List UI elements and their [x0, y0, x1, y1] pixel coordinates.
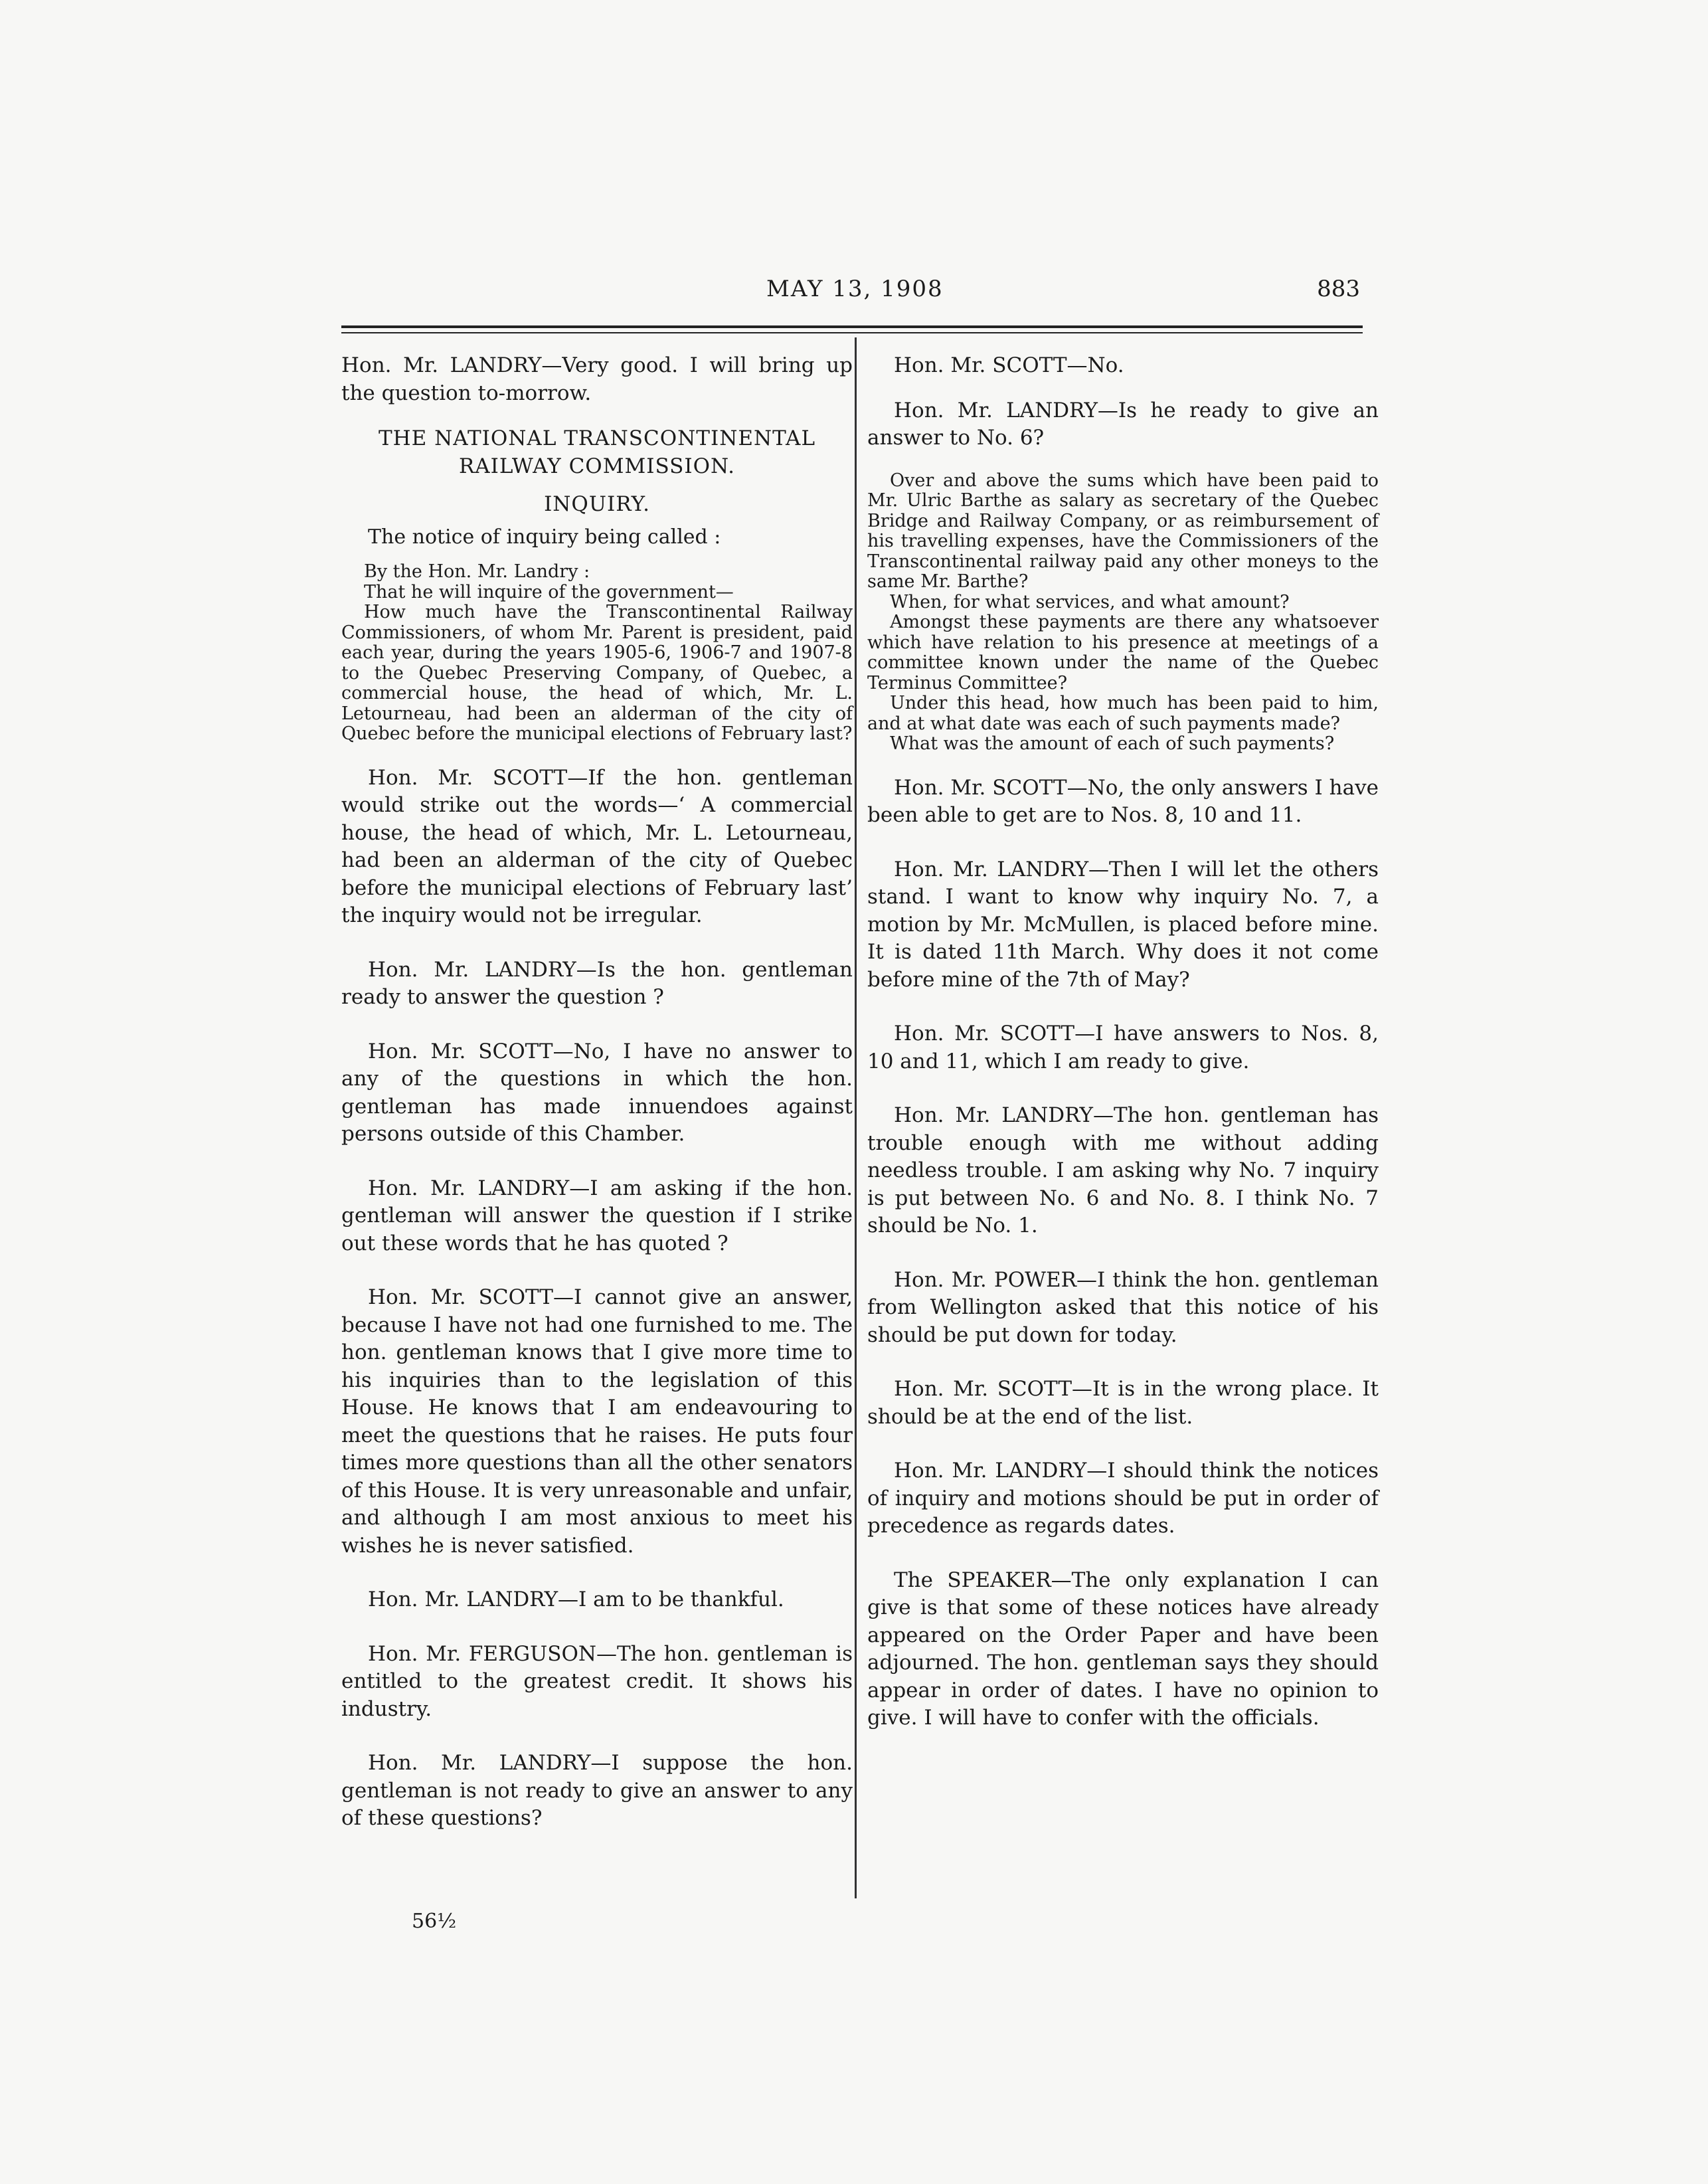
question-line: When, for what services, and what amount? [890, 591, 1290, 612]
speech-paragraph: Hon. Mr. LANDRY—I am to be thankful. [368, 1588, 784, 1611]
speech-paragraph: Hon. Mr. SCOTT—If the hon. gentleman would strike out the words—‘ A commercial house, the head of which, Mr. L. Letourneau, had been an alderman of the city of Quebec before the municipal elections of February last’ the inquiry would not be irregular. [341, 765, 853, 927]
speech-paragraph: Hon. Mr. LANDRY—Is the hon. gentleman ready to answer the question ? [341, 957, 853, 1009]
running-head: MAY 13, 1908 [766, 276, 944, 302]
speech-paragraph: Hon. Mr. SCOTT—No, I have no answer to any of the questions in which the hon. gentleman has made innuendoes against persons outside of this Chamber. [341, 1039, 853, 1146]
question-line: Over and above the sums which have been paid to Mr. Ulric Barthe as salary as secretary of the Quebec Bridge and Railway Company, or as reimbursement of his travelling expenses, have the Commissioners of the Transcontinental railway paid any other moneys to the same Mr. Barthe? [867, 470, 1379, 592]
notice-line: By the Hon. Mr. Landry : [364, 561, 590, 582]
speech-paragraph: Hon. Mr. LANDRY—Is he ready to give an answer to No. 6? [867, 398, 1379, 450]
speech-paragraph: Hon. Mr. SCOTT—No. [894, 353, 1124, 377]
header-rule-thin [341, 332, 1363, 333]
page-header [341, 276, 1363, 316]
speech-paragraph: Hon. Mr. POWER—I think the hon. gentleman from Wellington asked that this notice of his should be put down for today. [867, 1267, 1379, 1347]
header-rule [341, 325, 1363, 328]
question-no-6 [867, 471, 1379, 755]
speech-paragraph: Hon. Mr. LANDRY—I suppose the hon. gentleman is not ready to give an answer to any of these questions? [341, 1751, 853, 1830]
question-line: What was the amount of each of such payments? [890, 733, 1335, 754]
page-number: 883 [1317, 276, 1360, 302]
speech-paragraph: Hon. Mr. LANDRY—The hon. gentleman has trouble enough with me without adding needless trouble. I am asking why No. 7 inquiry is put between No. 6 and No. 8. I think No. 7 should be No. 1. [867, 1103, 1379, 1237]
speech-paragraph: Hon. Mr. SCOTT—It is in the wrong place. It should be at the end of the list. [867, 1377, 1379, 1429]
speech-paragraph: Hon. Mr. FERGUSON—The hon. gentleman is entitled to the greatest credit. It shows his industry. [341, 1641, 853, 1721]
speech-paragraph: Hon. Mr. SCOTT—I cannot give an answer, because I have not had one furnished to me. The hon. gentleman knows that I give more time to his inquiries than to the legislation of this House. He knows that I am endeavouring to meet the questions that he raises. He puts four times more questions than all the other senators of this House. It is very unreasonable and unfair, and although I am most anxious to meet his wishes he is never satisfied. [341, 1285, 853, 1558]
speech-paragraph: Hon. Mr. SCOTT—No, the only answers I have been able to get are to Nos. 8, 10 and 11. [867, 775, 1379, 827]
notice-called: The notice of inquiry being called : [368, 525, 721, 549]
speech-paragraph: Hon. Mr. LANDRY—I should think the notices of inquiry and motions should be put in order of precedence as regards dates. [867, 1459, 1379, 1538]
notice-of-inquiry [341, 562, 853, 745]
column-divider [855, 337, 857, 1898]
inquiry-heading: INQUIRY. [544, 492, 650, 516]
question-line: Amongst these payments are there any whatsoever which have relation to his presence at meetings of a committee known under the name of the Quebec Terminus Committee? [867, 612, 1379, 693]
speech-paragraph: Hon. Mr. LANDRY—Very good. I will bring up the question to-morrow. [341, 353, 853, 405]
speech-paragraph: Hon. Mr. SCOTT—I have answers to Nos. 8, 10 and 11, which I am ready to give. [867, 1022, 1379, 1073]
section-title-line-2: RAILWAY COMMISSION. [458, 454, 736, 478]
notice-line: How much have the Transcontinental Railway Commissioners, of whom Mr. Parent is president, paid each year, during the years 1905-6, 1906-7 and 1907-8 to the Quebec Preserving Company, of Quebec, a commercial house, the head of which, Mr. L. Letourneau, had been an alderman of the city of Quebec before the municipal elections of February last? [341, 602, 853, 744]
question-line: Under this head, how much has been paid to him, and at what date was each of such payments made? [867, 693, 1379, 734]
section-title [341, 424, 853, 480]
notice-line: That he will inquire of the government— [364, 581, 734, 602]
speech-paragraph: Hon. Mr. LANDRY—Then I will let the others stand. I want to know why inquiry No. 7, a motion by Mr. McMullen, is placed before mine. It is dated 11th March. Why does it not come before mine of the 7th of May? [867, 857, 1379, 992]
speech-paragraph: Hon. Mr. LANDRY—I am asking if the hon. gentleman will answer the question if I strike out these words that he has quoted ? [341, 1176, 853, 1255]
speech-paragraph: The SPEAKER—The only explanation I can give is that some of these notices have already appeared on the Order Paper and have been adjourned. The hon. gentleman says they should appear in order of dates. I have no opinion to give. I will have to confer with the officials. [867, 1568, 1379, 1730]
left-column [341, 352, 853, 1833]
signature-mark: 56½ [412, 1910, 457, 1933]
right-column [867, 352, 1379, 1732]
section-title-line-1: THE NATIONAL TRANSCONTINENTAL [378, 426, 816, 450]
